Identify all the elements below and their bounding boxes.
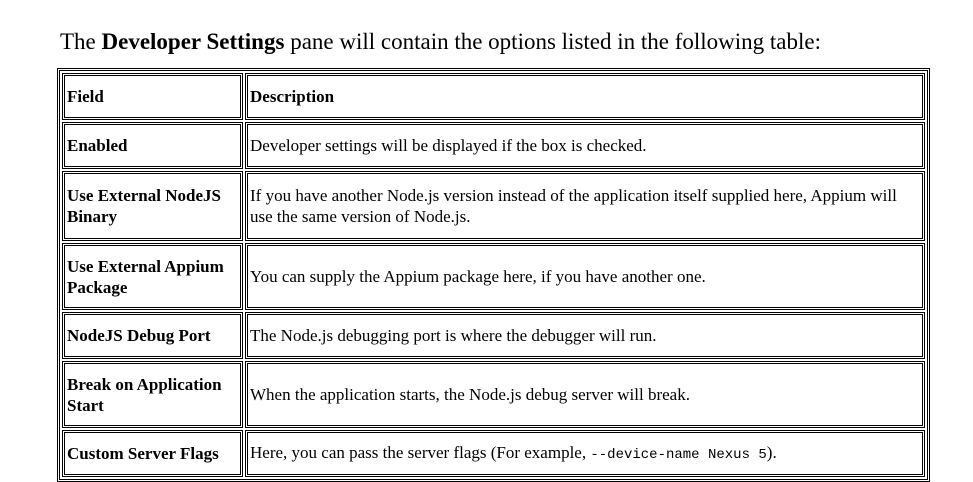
intro-paragraph [60, 27, 821, 57]
description-cell: If you have another Node.js version instead of the application itself supplied here, Appium will use the same version of Node.js. [245, 171, 925, 241]
field-cell: Break on Application Start [62, 361, 243, 428]
description-cell: Developer settings will be displayed if the box is checked. [245, 122, 925, 169]
table-row [62, 122, 925, 169]
field-cell: NodeJS Debug Port [62, 312, 243, 359]
intro-suffix: pane will contain the options listed in the following table: [284, 29, 822, 54]
field-cell: Use External NodeJS Binary [62, 171, 243, 241]
intro-prefix: The [60, 29, 102, 54]
description-cell: You can supply the Appium package here, if you have another one. [245, 243, 925, 310]
field-cell: Custom Server Flags [62, 430, 243, 477]
description-suffix: ). [766, 442, 777, 462]
description-cell: When the application starts, the Node.js debug server will break. [245, 361, 925, 428]
developer-settings-table [57, 68, 930, 482]
table-row [62, 430, 925, 477]
description-cell [245, 430, 925, 477]
field-cell: Use External Appium Package [62, 243, 243, 310]
intro-bold-term: Developer Settings [101, 29, 285, 54]
table-row [62, 361, 925, 428]
description-prefix: Here, you can pass the server flags (For example, [250, 442, 591, 462]
field-cell: Enabled [62, 122, 243, 169]
table-row [62, 312, 925, 359]
table-header-row [62, 73, 925, 120]
header-description: Description [245, 73, 925, 120]
code-sample: --device-name Nexus 5 [590, 446, 767, 463]
description-cell: The Node.js debugging port is where the debugger will run. [245, 312, 925, 359]
table-row [62, 171, 925, 241]
table-row [62, 243, 925, 310]
header-field: Field [62, 73, 243, 120]
